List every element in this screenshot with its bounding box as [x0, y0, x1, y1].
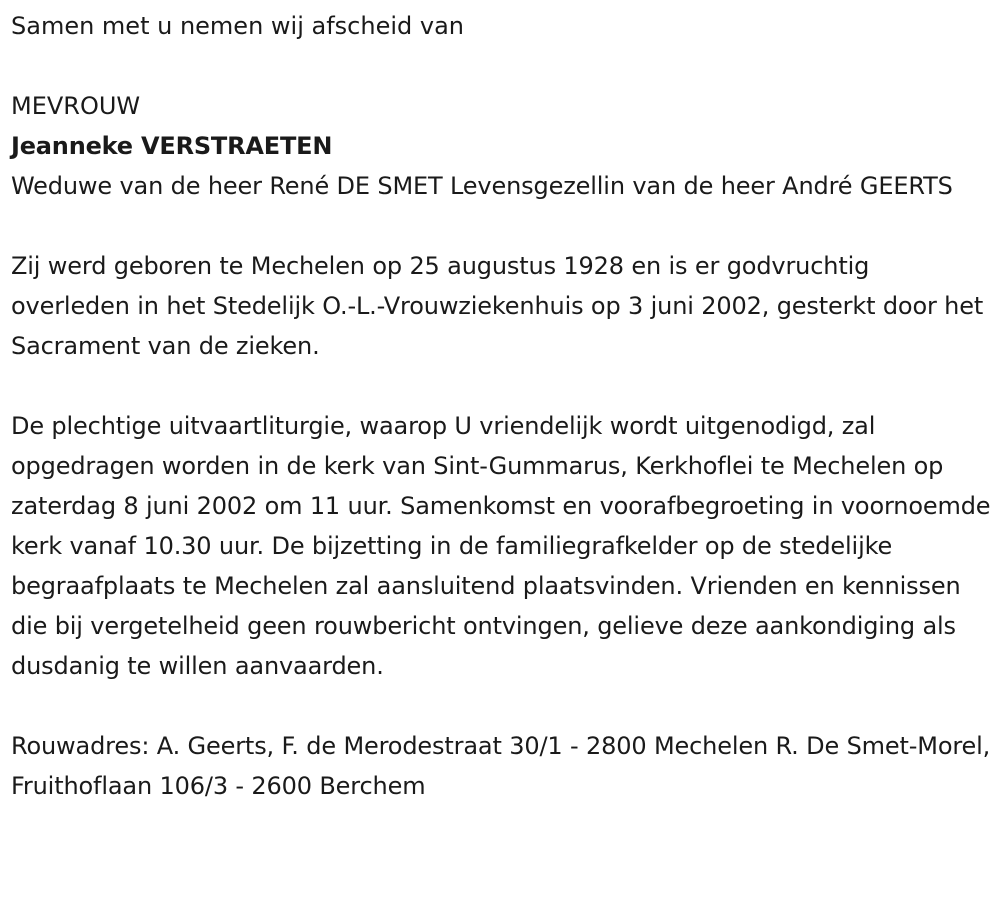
- obituary-document: [11, 6, 991, 806]
- deceased-name: Jeanneke VERSTRAETEN: [11, 132, 333, 160]
- birth-death-paragraph: Zij werd geboren te Mechelen op 25 augustus 1928 en is er godvruchtig overleden in het Stedelijk O.-L.-Vrouwziekenhuis op 3 juni 2002, gesterkt door het Sacrament van de zieken.: [11, 252, 984, 360]
- spacer: [11, 206, 991, 246]
- relations-text: Weduwe van de heer René DE SMET Levensgezellin van de heer André GEERTS: [11, 172, 953, 200]
- spacer: [11, 686, 991, 726]
- honorific-title: MEVROUW: [11, 92, 141, 120]
- spacer: [11, 366, 991, 406]
- spacer: [11, 46, 991, 86]
- intro-text: Samen met u nemen wij afscheid van: [11, 12, 464, 40]
- address-paragraph: Rouwadres: A. Geerts, F. de Merodestraat 30/1 - 2800 Mechelen R. De Smet-Morel, Fruithoflaan 106/3 - 2600 Berchem: [11, 732, 991, 800]
- funeral-paragraph: De plechtige uitvaartliturgie, waarop U vriendelijk wordt uitgenodigd, zal opgedragen worden in de kerk van Sint-Gummarus, Kerkhoflei te Mechelen op zaterdag 8 juni 2002 om 11 uur. Samenkomst en voorafbegroeting in voornoemde kerk vanaf 10.30 uur. De bijzetting in de familiegrafkelder op de stedelijke begraafplaats te Mechelen zal aansluitend plaatsvinden. Vrienden en kennissen die bij vergetelheid geen rouwbericht ontvingen, gelieve deze aankondiging als dusdanig te willen aanvaarden.: [11, 412, 991, 680]
